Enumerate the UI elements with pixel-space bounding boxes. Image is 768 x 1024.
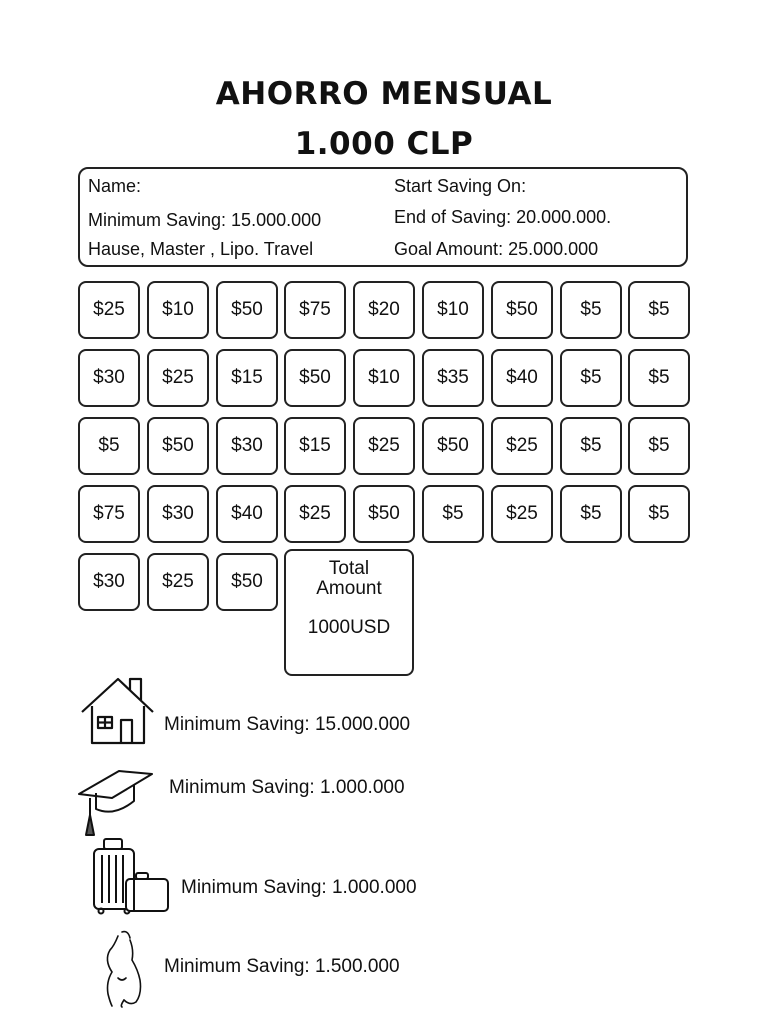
- goals-text: Hause, Master , Lipo. Travel: [88, 239, 314, 259]
- savings-cell[interactable]: $30: [78, 553, 140, 611]
- graduation-cap-icon: [76, 769, 156, 841]
- end-of-saving-text: End of Saving: 20.000.000.: [394, 207, 612, 227]
- savings-cell[interactable]: $5: [628, 485, 690, 543]
- savings-cell[interactable]: $75: [284, 281, 346, 339]
- goal-text-travel: Minimum Saving: 1.000.000: [181, 877, 417, 898]
- minimum-saving-text: Minimum Saving: 15.000.000: [88, 210, 322, 230]
- savings-cell[interactable]: $35: [422, 349, 484, 407]
- savings-cell[interactable]: $25: [284, 485, 346, 543]
- savings-cell[interactable]: $10: [422, 281, 484, 339]
- savings-cell[interactable]: $25: [147, 553, 209, 611]
- savings-cell[interactable]: $5: [560, 281, 622, 339]
- savings-cell[interactable]: $30: [78, 349, 140, 407]
- savings-cell[interactable]: $50: [491, 281, 553, 339]
- savings-cell[interactable]: $75: [78, 485, 140, 543]
- savings-cell[interactable]: $10: [353, 349, 415, 407]
- goal-text-graduation: Minimum Saving: 1.000.000: [169, 777, 405, 798]
- savings-cell[interactable]: $40: [216, 485, 278, 543]
- savings-cell[interactable]: $40: [491, 349, 553, 407]
- savings-cell[interactable]: $50: [422, 417, 484, 475]
- savings-cell[interactable]: $5: [78, 417, 140, 475]
- goal-text-lipo: Minimum Saving: 1.500.000: [164, 956, 400, 977]
- savings-cell[interactable]: $25: [491, 485, 553, 543]
- total-amount-box: [284, 549, 414, 676]
- savings-cell[interactable]: $25: [491, 417, 553, 475]
- page-subtitle: 1.000 CLP: [294, 126, 474, 162]
- savings-cell[interactable]: $25: [353, 417, 415, 475]
- total-label: Total: [328, 558, 370, 579]
- savings-cell[interactable]: $5: [560, 485, 622, 543]
- goal-amount-text: Goal Amount: 25.000.000: [394, 239, 599, 259]
- page-title: AHORRO MENSUAL: [215, 76, 553, 112]
- savings-cell[interactable]: $20: [353, 281, 415, 339]
- savings-cell[interactable]: $5: [560, 349, 622, 407]
- savings-cell[interactable]: $5: [628, 349, 690, 407]
- savings-cell[interactable]: $10: [147, 281, 209, 339]
- savings-cell[interactable]: $50: [353, 485, 415, 543]
- house-icon: [80, 676, 156, 746]
- savings-cell[interactable]: $5: [628, 281, 690, 339]
- savings-cell[interactable]: $5: [422, 485, 484, 543]
- savings-cell[interactable]: $15: [284, 417, 346, 475]
- savings-cell[interactable]: $25: [78, 281, 140, 339]
- savings-cell[interactable]: $50: [216, 553, 278, 611]
- amount-label: Amount: [316, 578, 382, 599]
- luggage-icon: [90, 837, 172, 915]
- name-label: Name:: [88, 176, 142, 196]
- body-silhouette-icon: [100, 928, 148, 1008]
- savings-cell[interactable]: $50: [284, 349, 346, 407]
- info-box: [78, 167, 688, 267]
- savings-cell[interactable]: $5: [560, 417, 622, 475]
- savings-cell[interactable]: $50: [147, 417, 209, 475]
- savings-cell[interactable]: $30: [216, 417, 278, 475]
- start-saving-label: Start Saving On:: [394, 176, 527, 196]
- savings-cell[interactable]: $15: [216, 349, 278, 407]
- goal-text-house: Minimum Saving: 15.000.000: [164, 714, 411, 735]
- savings-cell[interactable]: $25: [147, 349, 209, 407]
- total-value: 1000USD: [307, 617, 391, 638]
- savings-cell[interactable]: $50: [216, 281, 278, 339]
- savings-cell[interactable]: $30: [147, 485, 209, 543]
- savings-cell[interactable]: $5: [628, 417, 690, 475]
